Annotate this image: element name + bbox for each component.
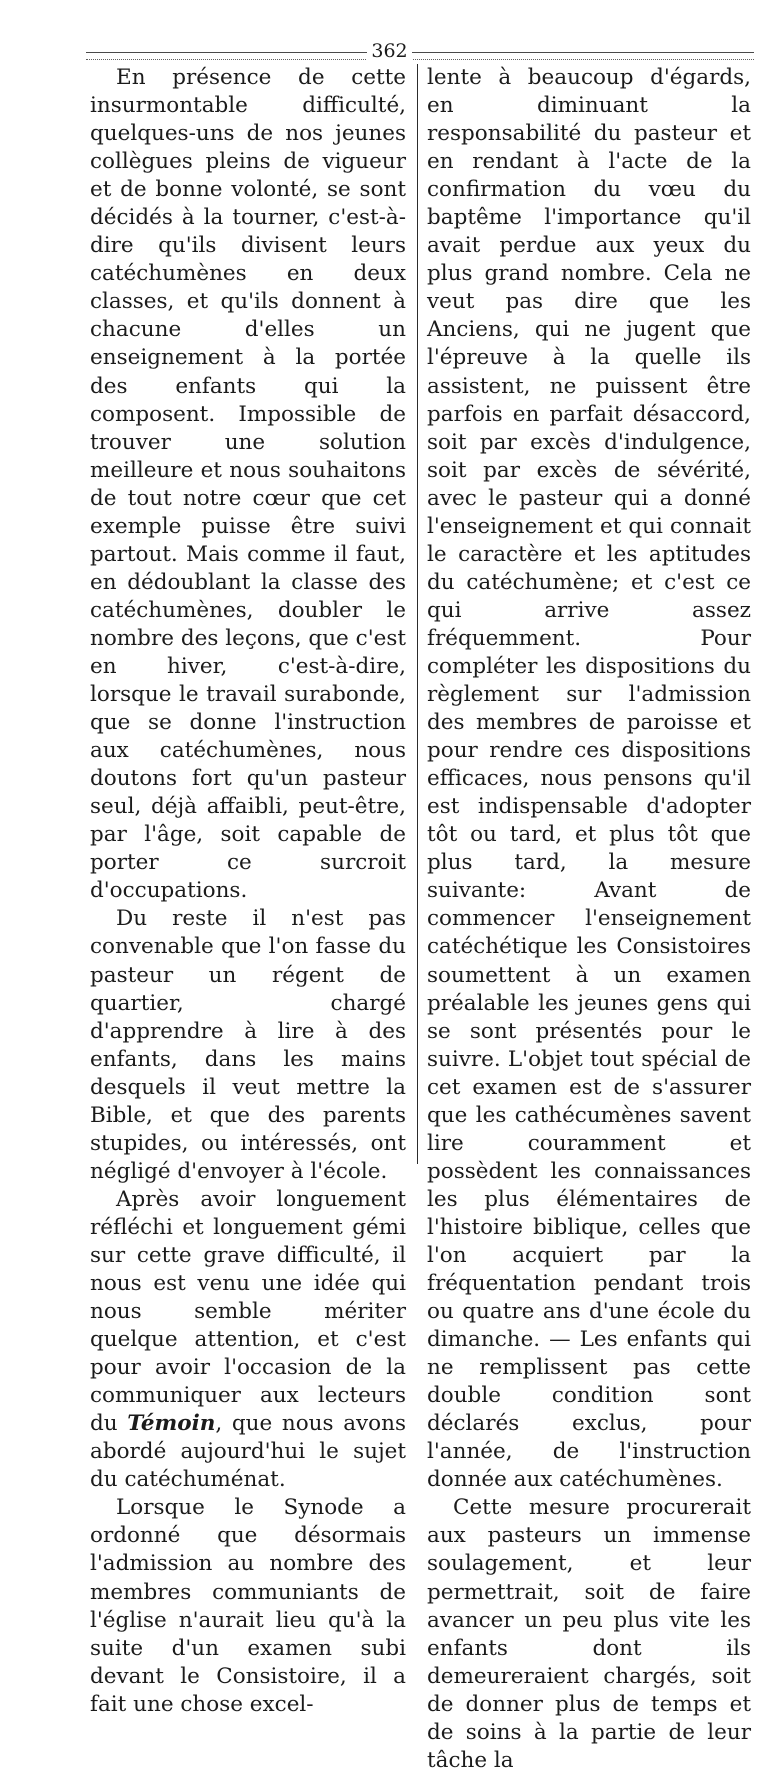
column-divider (417, 64, 418, 1164)
paragraph-text: , que nous avons abordé aujourd'hui le sujet du catéchuménat. (90, 1411, 406, 1493)
page-number-text: 362 (367, 40, 411, 62)
paragraph: Du reste il n'est pas convenable que l'on fasse du pasteur un régent de quartier, chargé d'apprendre à lire à des enfants, dans les mains desquels il veut mettre la Bible, et que des parents stupides, ou intéressés, ont négligé d'envoyer à l'école. (90, 906, 406, 1184)
paragraph (90, 1186, 406, 1495)
page-number (0, 40, 779, 62)
paragraph: Cette mesure procurerait aux pasteurs un immense soulagement, et leur permettrait, soit de faire avancer un peu plus vite les enfants dont ils demeureraient chargés, soit de donner plus de temps et de soins à la partie de leur tâche la (427, 1495, 751, 1773)
paragraph: lente à beaucoup d'égards, en diminuant la responsabilité du pasteur et en rendant à l'acte de la confirmation du vœu du baptême l'importance qu'il avait perdue aux yeux du plus grand nombre. Cela ne veut pas dire que les Anciens, qui ne jugent que l'épreuve à la quelle ils assistent, ne puissent être parfois en parfait désaccord, soit par excès d'indulgence, soit par excès de sévérité, avec le pasteur qui a donné l'enseignement et qui connait le caractère et les aptitudes du catéchumène; et c'est ce qui arrive assez fréquemment. Pour compléter les dispositions du règlement sur l'admission des membres de paroisse et pour rendre ces dispositions efficaces, nous pensons qu'il est indispensable d'adopter tôt ou tard, et plus tôt que plus tard, la mesure suivante: Avant de commencer l'enseignement catéchétique les Consistoires soumettent à un examen préalable les jeunes gens qui se sont présentés pour le suivre. L'objet tout spécial de cet examen est de s'assurer que les cathécumènes savent lire couramment et possèdent les connaissances les plus élémentaires de l'histoire biblique, celles que l'on acquiert par la fréquentation pendant trois ou quatre ans d'une école du dimanche. — Les enfants qui ne remplissent pas cette double condition sont déclarés exclus, pour l'année, de l'instruction donnée aux catéchumènes. (427, 65, 751, 1493)
left-column (90, 64, 406, 1719)
paragraph: En présence de cette insurmontable difficulté, quelques-uns de nos jeunes collègues pleins de vigueur et de bonne volonté, se sont décidés à la tourner, c'est-à-dire qu'ils divisent leurs catéchumènes en deux classes, et qu'ils donnent à chacune d'elles un enseignement à la portée des enfants qui la composent. Impossible de trouver une solution meilleure et nous souhaitons de tout notre cœur que cet exemple puisse être suivi partout. Mais comme il faut, en dédoublant la classe des catéchumènes, doubler le nombre des leçons, que c'est en hiver, c'est-à-dire, lorsque le travail surabonde, que se donne l'instruction aux catéchumènes, nous doutons fort qu'un pasteur seul, déjà affaibli, peut-être, par l'âge, soit capable de porter ce surcroit d'occupations. (90, 65, 406, 904)
paragraph: Lorsque le Synode a ordonné que désormais l'admission au nombre des membres communiants de l'église n'aurait lieu qu'à la suite d'un examen subi devant le Consistoire, il a fait une chose excel- (90, 1495, 406, 1717)
paragraph-text: Après avoir longuement réfléchi et longuement gémi sur cette grave difficulté, il nous est venu une idée qui nous semble mériter quelque attention, et c'est pour avoir l'occasion de la communiquer aux lecteurs du (90, 1186, 406, 1437)
journal-title: Témoin (127, 1411, 216, 1437)
right-column (427, 64, 751, 1775)
